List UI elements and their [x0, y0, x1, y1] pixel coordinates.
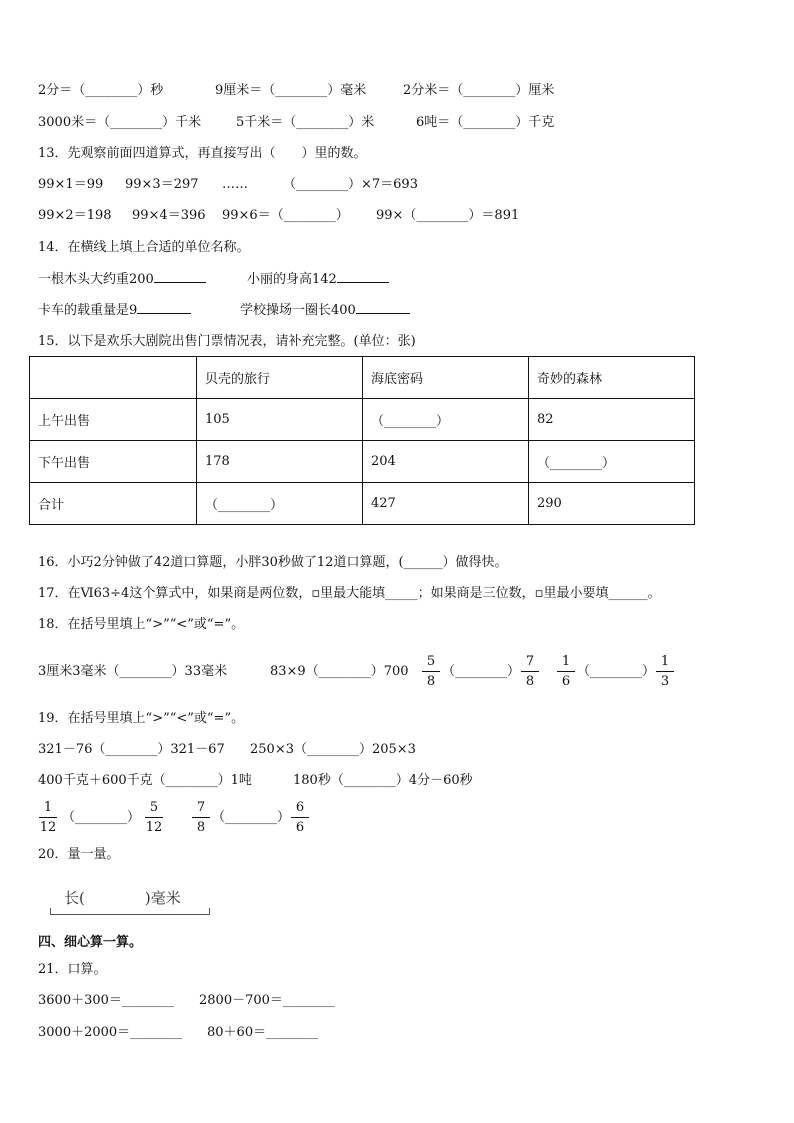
q21-a: 3600＋300＝________	[38, 993, 174, 1008]
numerator: 5	[426, 654, 436, 669]
q14-a-blank[interactable]	[154, 271, 206, 283]
table-row	[30, 483, 695, 525]
q14-b-blank[interactable]	[337, 271, 389, 283]
denominator: 8	[196, 820, 206, 835]
q14-title: 14．在横线上填上合适的单位名称。	[38, 240, 250, 255]
fraction-7-8	[190, 800, 212, 835]
q16: 16．小巧2分钟做了42道口算题，小胖30秒做了12道口算题，(______）做得快。	[38, 555, 508, 570]
q19-title: 19．在括号里填上“>”“<”或“=”。	[38, 711, 245, 726]
table-cell: 合计	[30, 483, 197, 525]
table-cell: 上午出售	[30, 399, 197, 441]
table-cell: 105	[197, 399, 363, 441]
q13-r1d: （________）×7＝693	[283, 177, 418, 192]
q14-d-blank[interactable]	[356, 302, 410, 314]
denominator: 3	[660, 674, 670, 689]
q19-paren-2[interactable]: （________）	[212, 810, 291, 825]
q21-title: 21．口算。	[38, 962, 107, 977]
q18-paren-2[interactable]: （________）	[577, 664, 656, 679]
q13-r2b: 99×4＝396	[132, 208, 206, 223]
q13-r2d: 99×（________）＝891	[376, 208, 520, 223]
conv-2dm: 2分米＝（________）厘米	[403, 83, 555, 98]
denominator: 8	[525, 674, 535, 689]
fraction-7-8	[519, 654, 541, 689]
q14-d-text: 学校操场一圈长400	[240, 303, 356, 318]
fraction-1-12	[37, 800, 59, 835]
q13-r2c: 99×6＝（________）	[222, 208, 349, 223]
fraction-5-8	[420, 654, 442, 689]
q14-d	[240, 302, 410, 319]
q14-a	[38, 271, 206, 288]
q14-c-text: 卡车的载重量是9	[38, 303, 138, 318]
q19-paren-1[interactable]: （________）	[62, 810, 141, 825]
q13-r1b: 99×3＝297	[125, 177, 199, 192]
denominator: 12	[39, 820, 57, 835]
q21-b: 2800－700＝________	[199, 993, 335, 1008]
table-cell: 290	[529, 483, 695, 525]
q14-b	[247, 271, 389, 288]
q19-d: 180秒（________）4分－60秒	[293, 773, 473, 788]
q20-title: 20．量一量。	[38, 847, 120, 862]
denominator: 8	[426, 674, 436, 689]
table-cell[interactable]: （________）	[197, 483, 363, 525]
table-cell: 178	[197, 441, 363, 483]
table-header-row	[30, 357, 695, 399]
ticket-table	[29, 356, 695, 525]
q19-a: 321－76（________）321－67	[38, 742, 225, 757]
conv-6t: 6吨＝（________）千克	[416, 115, 555, 130]
fraction-6-6	[289, 800, 311, 835]
table-header-cell: 海底密码	[363, 357, 529, 399]
q14-b-text: 小丽的身高142	[247, 272, 337, 287]
denominator: 12	[145, 820, 163, 835]
table-cell: 下午出售	[30, 441, 197, 483]
table-cell: 204	[363, 441, 529, 483]
conv-5km: 5千米＝（________）米	[236, 115, 375, 130]
q13-r2a: 99×2＝198	[38, 208, 112, 223]
q14-c-blank[interactable]	[137, 302, 191, 314]
q13-title: 13．先观察前面四道算式，再直接写出（ ）里的数。	[38, 146, 367, 161]
q17: 17．在Ⅵ63÷4这个算式中，如果商是两位数，▫里最大能填_____；如果商是三位数，▫里最小要填______。	[38, 586, 661, 601]
q14-c	[38, 302, 191, 319]
section-4-heading: 四、细心算一算。	[38, 935, 143, 950]
numerator: 1	[660, 654, 670, 669]
q15-title: 15．以下是欢乐大剧院出售门票情况表，请补充完整。(单位：张)	[38, 334, 416, 349]
table-header-cell: 奇妙的森林	[529, 357, 695, 399]
conv-2min: 2分＝（________）秒	[38, 83, 164, 98]
table-header-cell	[30, 357, 197, 399]
table-row	[30, 441, 695, 483]
fraction-5-12	[143, 800, 165, 835]
numerator: 6	[295, 800, 305, 815]
q18-b: 83×9（________）700	[270, 664, 409, 679]
conv-3000m: 3000米＝（________）千米	[38, 115, 202, 130]
q18-a: 3厘米3毫米（________）33毫米	[38, 664, 228, 679]
denominator: 6	[295, 820, 305, 835]
q18-title: 18．在括号里填上“>”“<”或“=”。	[38, 617, 245, 632]
table-cell[interactable]: （________）	[363, 399, 529, 441]
fraction-1-3	[654, 654, 676, 689]
ruler-label: 长( )毫米	[64, 889, 181, 907]
q19-b: 250×3（________）205×3	[250, 742, 416, 757]
q18-paren-1[interactable]: （________）	[442, 664, 521, 679]
fraction-1-6	[555, 654, 577, 689]
table-cell: 427	[363, 483, 529, 525]
q21-d: 80＋60＝________	[207, 1025, 319, 1040]
table-header-cell: 贝壳的旅行	[197, 357, 363, 399]
q21-c: 3000＋2000＝________	[38, 1025, 183, 1040]
numerator: 7	[196, 800, 206, 815]
numerator: 1	[561, 654, 571, 669]
q13-r1c: ……	[222, 177, 248, 192]
q13-r1a: 99×1＝99	[38, 177, 104, 192]
table-cell[interactable]: （________）	[529, 441, 695, 483]
q14-a-text: 一根木头大约重200	[38, 272, 154, 287]
denominator: 6	[561, 674, 571, 689]
numerator: 5	[149, 800, 159, 815]
table-cell: 82	[529, 399, 695, 441]
numerator: 1	[43, 800, 53, 815]
ruler-bracket	[50, 908, 210, 915]
conv-9cm: 9厘米＝（________）毫米	[215, 83, 367, 98]
table-row	[30, 399, 695, 441]
q19-c: 400千克＋600千克（________）1吨	[38, 773, 252, 788]
numerator: 7	[525, 654, 535, 669]
